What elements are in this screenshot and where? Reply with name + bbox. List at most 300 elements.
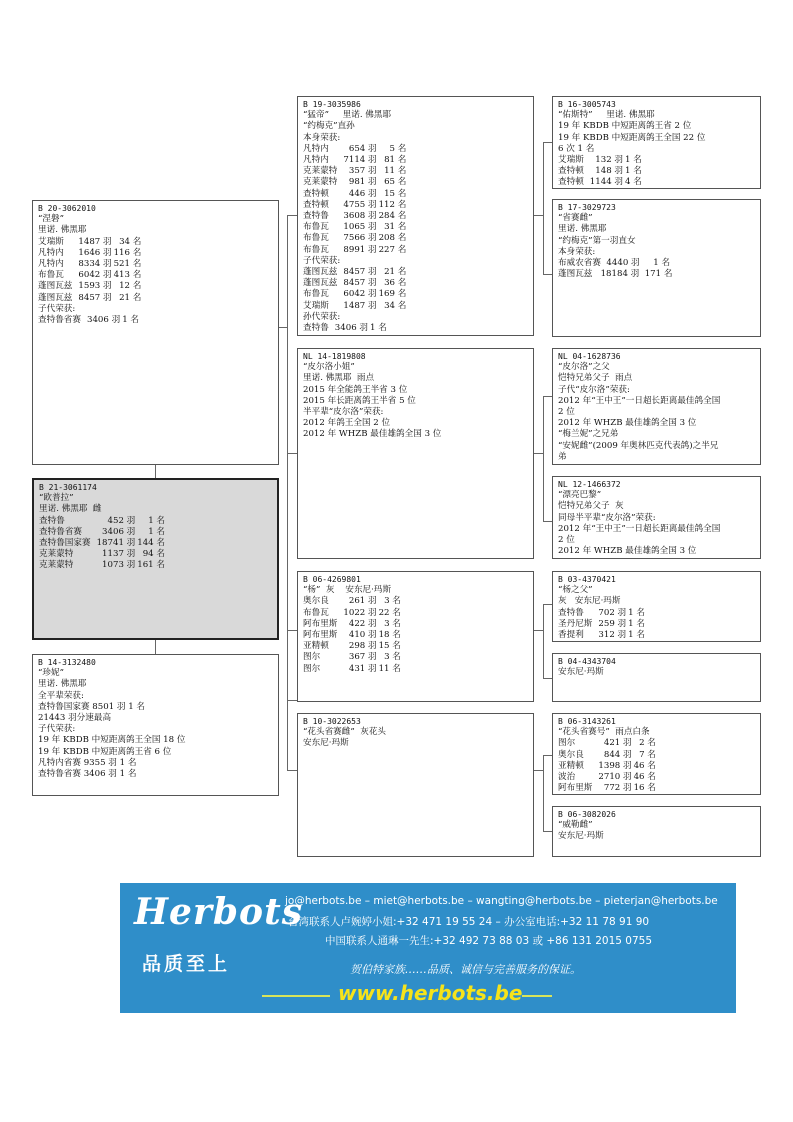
card-text-line: “约梅克”直孙 xyxy=(303,121,355,132)
card-text-line: “约梅克”第一羽直女 xyxy=(558,235,636,246)
connector-gen1-vertical xyxy=(155,465,156,478)
placing: 3 名 xyxy=(384,596,401,607)
result-row xyxy=(38,248,141,259)
pigeon-name: 安东尼·玛斯 xyxy=(558,667,604,678)
race-location: 艾瑞斯 xyxy=(303,300,329,311)
card-text-line: 里诺. 佛黑耶 xyxy=(38,225,87,236)
connector-gen2-horizontal xyxy=(287,700,297,701)
result-row xyxy=(303,278,406,289)
race-location: 凡特内 xyxy=(303,143,329,154)
pigeon-name: “杨之父” xyxy=(558,585,593,596)
result-row xyxy=(303,267,406,278)
connector-gen3-horizontal xyxy=(534,453,543,454)
result-row xyxy=(39,527,165,538)
race-location: 蓬图瓦兹 xyxy=(303,278,338,289)
result-row xyxy=(303,211,406,222)
result-row xyxy=(303,596,401,607)
card-text-line: 半平辈“皮尔洛”荣获: xyxy=(303,407,384,418)
placing: 208 名 xyxy=(378,233,407,244)
bird-count: 1487 羽 xyxy=(343,300,377,311)
pigeon-name: “猛帝” 里诺. 佛黑耶 xyxy=(303,110,392,121)
result-row xyxy=(303,245,406,256)
pigeon-name: “佑斯特” 里诺. 佛黑耶 xyxy=(558,110,655,121)
ring-number: B 06-3143261 xyxy=(558,717,616,726)
race-location: 亚精顿 xyxy=(558,760,584,771)
connector-gen2-horizontal xyxy=(287,630,297,631)
placing: 116 名 xyxy=(113,247,142,258)
result-row xyxy=(303,301,406,312)
placing: 18 名 xyxy=(378,630,401,641)
result-row xyxy=(303,641,401,652)
result-row xyxy=(303,652,401,663)
card-text-line: 2012 年“王中王”一日超长距离最佳鸽全国 xyxy=(558,523,721,534)
bird-count: 148 羽 xyxy=(595,166,623,177)
placing: 46 名 xyxy=(633,772,656,783)
ring-number: NL 14-1819808 xyxy=(303,352,366,361)
bird-count: 1593 羽 xyxy=(78,281,112,292)
result-row xyxy=(303,233,406,244)
race-location: 阿布里斯 xyxy=(303,630,338,641)
result-row xyxy=(558,619,645,630)
results-table xyxy=(558,608,645,642)
placing: 144 名 xyxy=(137,538,165,549)
banner-slogan: 品质至上 xyxy=(142,953,231,975)
card-text-line: 子代荣获: xyxy=(38,303,76,314)
bird-count: 8457 羽 xyxy=(343,278,377,289)
result-row xyxy=(303,177,406,188)
pigeon-name: “花头省赛号” 雨点白条 xyxy=(558,727,650,738)
results-table xyxy=(303,323,387,334)
pigeon-name: “威勒雌” xyxy=(558,820,593,831)
bird-count: 1487 羽 xyxy=(78,236,112,247)
race-location: 奥尔良 xyxy=(303,596,329,607)
placing: 36 名 xyxy=(384,278,407,289)
bird-count: 452 羽 xyxy=(107,515,136,526)
placing: 1 名 xyxy=(625,166,642,177)
connector-gen3-horizontal xyxy=(534,630,543,631)
pedigree-card-ggp-1[interactable] xyxy=(552,96,761,189)
race-location: 凡特内 xyxy=(38,247,64,258)
result-row xyxy=(39,538,165,549)
card-text-line: 里诺. 佛黑耶 xyxy=(38,679,87,690)
placing: 1 名 xyxy=(148,515,165,526)
result-row xyxy=(303,608,401,619)
placing: 112 名 xyxy=(378,199,407,210)
card-text-line: 孙代荣获: xyxy=(303,311,341,322)
card-text-line: 2012 年 WHZB 最佳雄鸽全国 3 位 xyxy=(558,546,697,557)
bird-count: 421 羽 xyxy=(603,738,632,749)
results-table xyxy=(303,596,401,674)
card-text-line: 里诺. 佛黑耶 xyxy=(558,224,607,235)
placing: 5 名 xyxy=(389,143,407,154)
race-location: 蓬图瓦兹 xyxy=(38,292,73,303)
pedigree-card-sire-sire[interactable] xyxy=(297,96,534,336)
card-text-line: 凡特内省赛 9355 羽 1 名 xyxy=(38,757,137,768)
card-text-line: “梅兰妮”之兄弟 xyxy=(558,429,619,440)
bird-count: 1065 羽 xyxy=(343,222,377,233)
placing: 11 名 xyxy=(378,663,401,674)
bird-count: 298 羽 xyxy=(348,641,377,652)
card-text-line: 灰 安东尼·玛斯 xyxy=(558,596,621,607)
result-row xyxy=(39,549,165,560)
card-text-line: 子代“皮尔洛”荣获: xyxy=(558,384,630,395)
banner-website-link[interactable]: www.herbots.be xyxy=(338,981,523,1005)
placing: 1 名 xyxy=(122,315,139,326)
placing: 46 名 xyxy=(633,760,656,771)
card-text-line: “安妮雌”(2009 年奥林匹克代表鸽)之半兄 xyxy=(558,440,719,451)
result-row xyxy=(558,166,642,177)
race-location: 亚精顿 xyxy=(303,641,329,652)
result-row xyxy=(303,166,406,177)
race-location: 查特鲁国家赛 xyxy=(39,538,91,549)
bird-count: 446 羽 xyxy=(348,188,377,199)
pigeon-name: “杨” 灰 安东尼·玛斯 xyxy=(303,585,392,596)
card-text-line: 2015 年长距离鸽王半省 5 位 xyxy=(303,395,416,406)
bird-count: 312 羽 xyxy=(598,630,627,641)
pedigree-card-ggp-3[interactable] xyxy=(552,348,761,465)
bird-count: 1646 羽 xyxy=(78,247,112,258)
placing: 3 名 xyxy=(384,652,401,663)
race-location: 布鲁瓦 xyxy=(303,607,329,618)
result-row xyxy=(303,144,406,155)
placing: 521 名 xyxy=(113,259,142,270)
placing: 65 名 xyxy=(384,177,407,188)
pedigree-card-subject[interactable] xyxy=(32,478,279,640)
pigeon-name: “漂亮巴黎” xyxy=(558,490,602,501)
result-row xyxy=(303,289,406,300)
card-text-line: 查特鲁国家赛 8501 羽 1 名 xyxy=(38,701,146,712)
connector-gen3-horizontal xyxy=(534,215,543,216)
ring-number: B 06-4269801 xyxy=(303,575,361,584)
placing: 2 名 xyxy=(639,738,656,749)
bird-count: 4755 羽 xyxy=(343,199,377,210)
race-location: 查特顿 xyxy=(558,177,584,188)
pedigree-card-sire[interactable] xyxy=(32,200,279,465)
ring-number: B 06-3082026 xyxy=(558,810,616,819)
placing: 7 名 xyxy=(639,749,656,760)
pigeon-name: “涅磐” xyxy=(38,214,64,225)
bird-count: 3406 羽 xyxy=(334,323,368,334)
results-table xyxy=(303,267,406,312)
placing: 169 名 xyxy=(378,289,407,300)
placing: 161 名 xyxy=(137,560,165,571)
bird-count: 132 羽 xyxy=(595,155,623,166)
results-table xyxy=(303,144,406,256)
connector-gen3-horizontal xyxy=(534,770,543,771)
race-location: 奥尔良 xyxy=(558,749,584,760)
race-location: 克莱蒙特 xyxy=(39,549,74,560)
pedigree-card-ggp-2[interactable] xyxy=(552,199,761,337)
result-row xyxy=(38,281,141,292)
connector-gen2-horizontal xyxy=(287,453,297,454)
placing: 16 名 xyxy=(633,783,656,794)
ring-number: B 20-3062010 xyxy=(38,204,96,213)
race-location: 布鲁瓦 xyxy=(303,289,329,300)
bird-count: 3406 羽 xyxy=(86,315,121,326)
placing: 227 名 xyxy=(378,244,407,255)
card-text-line: 2 位 xyxy=(558,535,575,546)
bird-count: 8991 羽 xyxy=(343,244,377,255)
ring-number: B 10-3022653 xyxy=(303,717,361,726)
result-row xyxy=(558,783,656,794)
bird-count: 18741 羽 xyxy=(96,538,136,549)
results-table xyxy=(38,315,139,326)
race-location: 艾瑞斯 xyxy=(558,155,584,166)
card-text-line: 2 位 xyxy=(558,407,575,418)
card-text-line: 恺特兄弟父子 灰 xyxy=(558,501,624,512)
bird-count: 357 羽 xyxy=(348,166,377,177)
ring-number: NL 12-1466372 xyxy=(558,480,621,489)
race-location: 查特鲁省赛 xyxy=(39,526,82,537)
bird-count: 654 羽 xyxy=(348,143,377,154)
placing: 34 名 xyxy=(384,300,407,311)
pedigree-card-dam[interactable] xyxy=(32,654,279,796)
pedigree-card-sire-dam[interactable] xyxy=(297,348,534,559)
result-row xyxy=(558,630,645,641)
banner-china-contact: 中国联系人通琳一先生:+32 492 73 88 03 或 +86 131 2015 0755 xyxy=(325,935,653,947)
result-row xyxy=(303,200,406,211)
result-row xyxy=(558,608,645,619)
placing: 1 名 xyxy=(148,526,165,537)
bird-count: 6042 羽 xyxy=(78,270,112,281)
card-text-line: 21443 羽分速最高 xyxy=(38,713,112,724)
race-location: 克莱蒙特 xyxy=(39,560,74,571)
placing: 81 名 xyxy=(384,155,407,166)
ring-number: B 03-4370421 xyxy=(558,575,616,584)
banner-tagline: 贺伯特家族……品质、诚信与完善服务的保证。 xyxy=(350,963,581,976)
bird-count: 6042 羽 xyxy=(343,289,377,300)
race-location: 阿布里斯 xyxy=(558,783,593,794)
result-row xyxy=(303,619,401,630)
result-row xyxy=(38,259,141,270)
result-row xyxy=(558,177,642,188)
card-text-line: 弟 xyxy=(558,451,567,462)
card-text-line: 子代荣获: xyxy=(38,724,76,735)
connector-gen3-vertical xyxy=(543,142,544,274)
placing: 21 名 xyxy=(384,267,407,278)
placing: 1 名 xyxy=(370,323,387,334)
pigeon-name: “皮尔洛”之父 xyxy=(558,362,610,373)
card-text-line: 2012 年鸽王全国 2 位 xyxy=(303,418,391,429)
bird-count: 1398 羽 xyxy=(598,760,632,771)
connector-gen3-horizontal xyxy=(543,396,552,397)
card-text-line: 本身荣获: xyxy=(303,132,341,143)
placing: 1 名 xyxy=(628,607,645,618)
pedigree-card-ggp-8[interactable] xyxy=(552,806,761,857)
placing: 15 名 xyxy=(378,641,401,652)
result-row xyxy=(558,738,656,749)
race-location: 查特鲁 xyxy=(558,607,584,618)
race-location: 查特鲁省赛 xyxy=(38,315,81,326)
placing: 284 名 xyxy=(378,211,407,222)
ring-number: B 16-3005743 xyxy=(558,100,616,109)
result-row xyxy=(303,155,406,166)
card-text-line: 2015 年全能鸽王半省 3 位 xyxy=(303,384,408,395)
placing: 4 名 xyxy=(625,177,642,188)
card-text-line: 安东尼·玛斯 xyxy=(303,738,349,749)
race-location: 查特顿 xyxy=(303,188,329,199)
placing: 34 名 xyxy=(119,236,142,247)
results-table xyxy=(38,237,141,304)
card-text-line: 2012 年 WHZB 最佳雄鸽全国 3 位 xyxy=(303,429,442,440)
result-row xyxy=(558,750,656,761)
card-text-line: 查特鲁省赛 3406 羽 1 名 xyxy=(38,769,137,780)
ring-number: B 14-3132480 xyxy=(38,658,96,667)
placing: 15 名 xyxy=(384,188,407,199)
connector-gen3-horizontal xyxy=(543,142,552,143)
card-text-line: 19 年 KBDB 中短距离鸽王全国 18 位 xyxy=(38,735,186,746)
placing: 1 名 xyxy=(628,618,645,629)
connector-gen1-vertical xyxy=(155,640,156,654)
pedigree-card-dam-sire[interactable] xyxy=(297,571,534,702)
connector-gen2-horizontal xyxy=(287,215,297,216)
race-location: 克莱蒙特 xyxy=(303,166,338,177)
placing: 31 名 xyxy=(384,222,407,233)
bird-count: 261 羽 xyxy=(348,596,377,607)
placing: 22 名 xyxy=(378,607,401,618)
race-location: 查特鲁 xyxy=(39,515,65,526)
bird-count: 844 羽 xyxy=(603,749,632,760)
connector-gen2-horizontal xyxy=(279,327,287,328)
bird-count: 3608 羽 xyxy=(343,211,377,222)
card-text-line: 布威农省赛 4440 羽 1 名 xyxy=(558,258,671,269)
pigeon-name: “花头省赛雌” 灰花头 xyxy=(303,727,387,738)
connector-gen2-vertical xyxy=(287,630,288,771)
card-text-line: 6 次 1 名 xyxy=(558,143,595,154)
placing: 21 名 xyxy=(119,292,142,303)
connector-gen3-horizontal xyxy=(543,274,552,275)
result-row xyxy=(38,237,141,248)
connector-gen3-horizontal xyxy=(543,604,552,605)
connector-gen2-horizontal xyxy=(287,770,297,771)
bird-count: 7566 羽 xyxy=(343,233,377,244)
race-location: 圣丹尼斯 xyxy=(558,618,593,629)
ring-number: B 19-3035986 xyxy=(303,100,361,109)
pigeon-name: “欧普拉” xyxy=(39,493,74,504)
connector-gen3-vertical xyxy=(543,396,544,521)
connector-gen3-horizontal xyxy=(543,521,552,522)
bird-count: 410 羽 xyxy=(348,630,377,641)
bird-count: 431 羽 xyxy=(348,663,377,674)
race-location: 凡特内 xyxy=(303,155,329,166)
placing: 12 名 xyxy=(119,281,142,292)
card-text-line: 2012 年 WHZB 最佳雄鸽全国 3 位 xyxy=(558,418,697,429)
race-location: 查特顿 xyxy=(558,166,584,177)
result-row xyxy=(303,323,387,334)
race-location: 布鲁瓦 xyxy=(38,270,64,281)
bird-count: 1073 羽 xyxy=(102,560,136,571)
race-location: 图尔 xyxy=(303,652,321,663)
bird-count: 3406 羽 xyxy=(102,526,136,537)
race-location: 图尔 xyxy=(558,738,576,749)
placing: 11 名 xyxy=(384,166,407,177)
placing: 413 名 xyxy=(113,270,142,281)
results-table xyxy=(39,516,165,572)
bird-count: 8457 羽 xyxy=(78,292,112,303)
race-location: 布鲁瓦 xyxy=(303,244,329,255)
placing: 1 名 xyxy=(628,630,645,641)
result-row xyxy=(39,560,165,571)
banner-divider xyxy=(262,995,330,997)
bird-count: 981 羽 xyxy=(348,177,377,188)
placing: 3 名 xyxy=(384,618,401,629)
race-location: 查特顿 xyxy=(303,199,329,210)
card-text-line: 子代荣获: xyxy=(303,255,341,266)
herbots-banner[interactable] xyxy=(120,883,736,1013)
results-table xyxy=(558,738,656,794)
ring-number: B 04-4343704 xyxy=(558,657,616,666)
card-text-line: 安东尼·玛斯 xyxy=(558,831,604,842)
result-row xyxy=(38,293,141,304)
result-row xyxy=(558,155,642,166)
result-row xyxy=(303,189,406,200)
card-text-line: 全平辈荣获: xyxy=(38,690,84,701)
race-location: 香提利 xyxy=(558,630,584,641)
result-row xyxy=(558,772,656,783)
placing: 94 名 xyxy=(142,549,165,560)
race-location: 蓬图瓦兹 xyxy=(303,267,338,278)
banner-emails[interactable]: jo@herbots.be – miet@herbots.be – wangting@herbots.be – pieterjan@herbots.be xyxy=(285,895,718,907)
pedigree-card-ggp-6[interactable] xyxy=(552,653,761,702)
result-row xyxy=(38,270,141,281)
result-row xyxy=(303,222,406,233)
race-location: 布鲁瓦 xyxy=(303,233,329,244)
bird-count: 1144 羽 xyxy=(589,177,623,188)
bird-count: 8457 羽 xyxy=(343,267,377,278)
race-location: 凡特内 xyxy=(38,259,64,270)
connector-gen3-horizontal xyxy=(543,678,552,679)
result-row xyxy=(38,315,139,326)
card-text-line: 里诺. 佛黑耶 雌 xyxy=(39,504,102,515)
card-text-line: 里诺. 佛黑耶 雨点 xyxy=(303,373,375,384)
race-location: 艾瑞斯 xyxy=(38,236,64,247)
race-location: 图尔 xyxy=(303,663,321,674)
race-location: 阿布里斯 xyxy=(303,618,338,629)
race-location: 布鲁瓦 xyxy=(303,222,329,233)
result-row xyxy=(558,761,656,772)
pedigree-card-dam-dam[interactable] xyxy=(297,713,534,857)
bird-count: 772 羽 xyxy=(603,783,632,794)
pedigree-card-ggp-4[interactable] xyxy=(552,476,761,559)
results-table xyxy=(558,155,642,189)
card-text-line: 本身荣获: xyxy=(558,246,596,257)
connector-gen3-vertical xyxy=(543,604,544,678)
race-location: 克莱蒙特 xyxy=(303,177,338,188)
result-row xyxy=(303,664,401,675)
placing: 1 名 xyxy=(625,155,642,166)
race-location: 查特鲁 xyxy=(303,323,329,334)
pedigree-card-ggp-5[interactable] xyxy=(552,571,761,642)
connector-gen2-vertical xyxy=(287,215,288,701)
herbots-logo: Herbots xyxy=(134,891,303,933)
race-location: 查特鲁 xyxy=(303,211,329,222)
card-text-line: 同母半平辈“皮尔洛”荣获: xyxy=(558,512,656,523)
card-text-line: 19 年 KBDB 中短距离鸽王全国 22 位 xyxy=(558,132,706,143)
pedigree-card-ggp-7[interactable] xyxy=(552,713,761,795)
bird-count: 259 羽 xyxy=(598,618,627,629)
bird-count: 422 羽 xyxy=(348,618,377,629)
result-row xyxy=(303,630,401,641)
ring-number: B 17-3029723 xyxy=(558,203,616,212)
bird-count: 2710 羽 xyxy=(598,772,632,783)
connector-gen3-vertical xyxy=(543,755,544,831)
bird-count: 1137 羽 xyxy=(102,549,136,560)
banner-taiwan-contact: 台湾联系人卢婉婷小姐:+32 471 19 55 24 – 办公室电话:+32 11 78 91 90 xyxy=(288,916,650,928)
bird-count: 8334 羽 xyxy=(78,259,112,270)
pigeon-name: “省赛雌” xyxy=(558,213,593,224)
race-location: 蓬图瓦兹 xyxy=(38,281,73,292)
bird-count: 367 羽 xyxy=(348,652,377,663)
